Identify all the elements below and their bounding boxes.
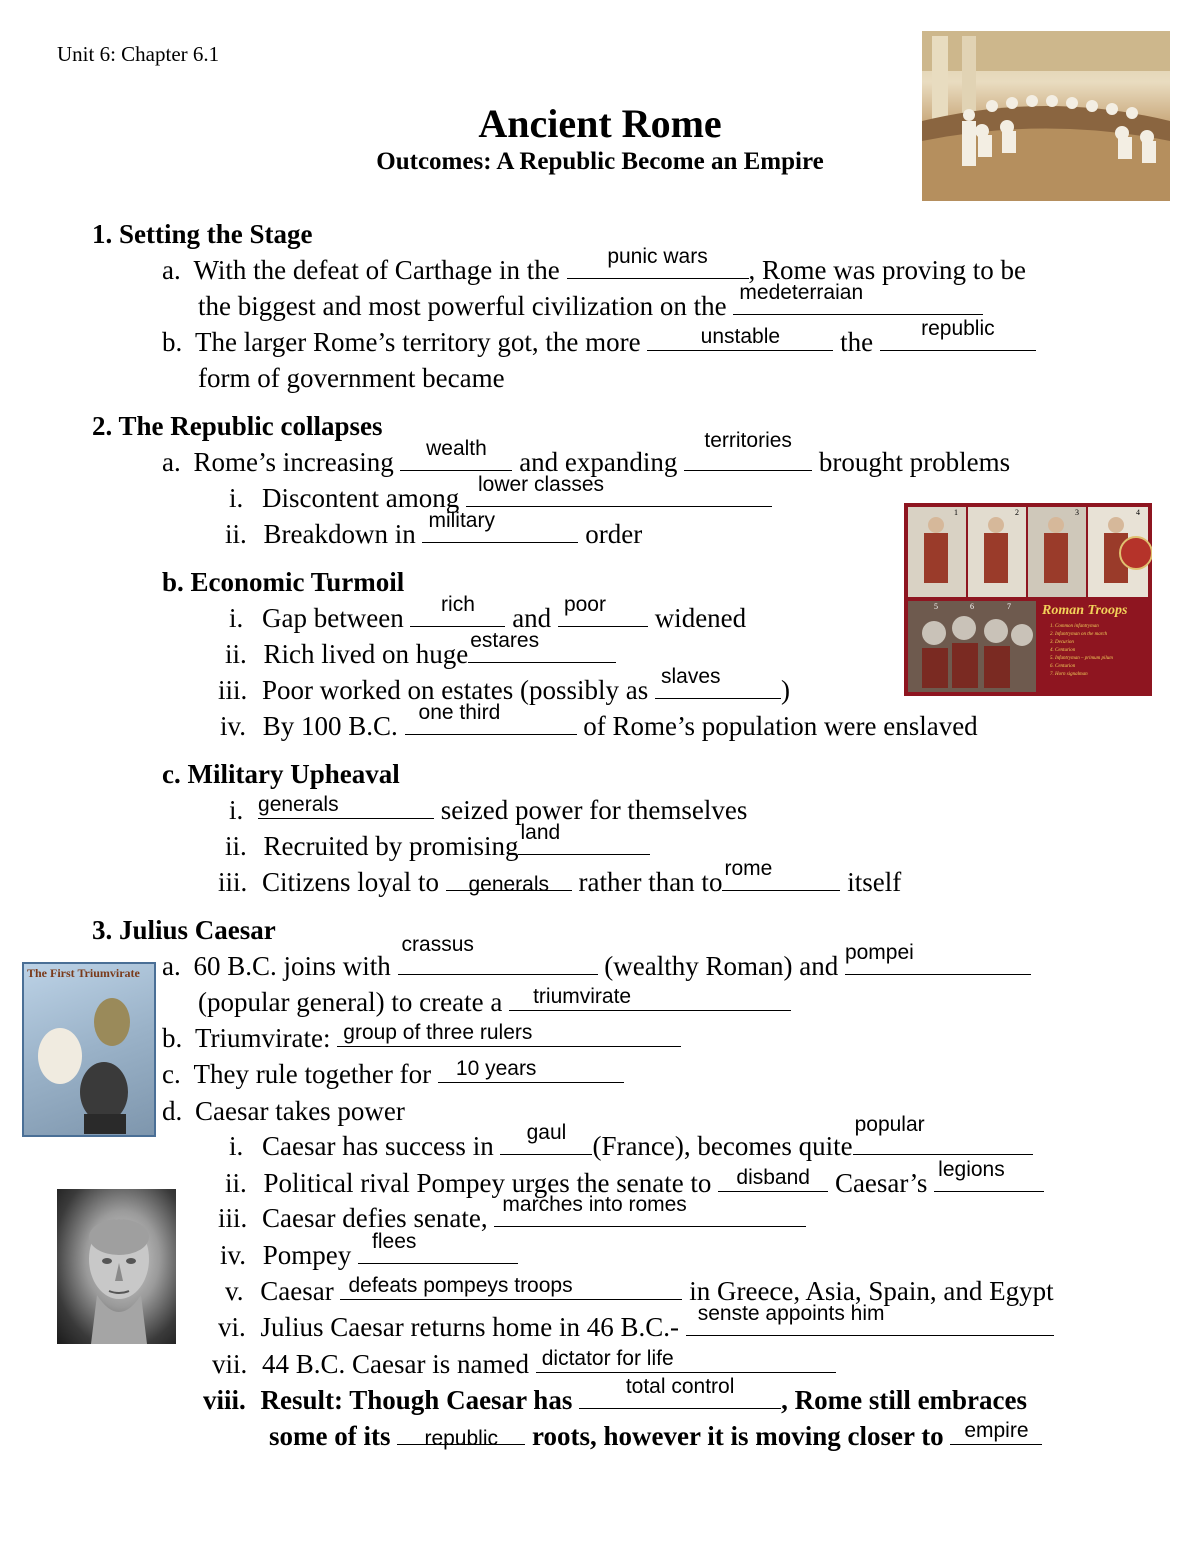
answer-text: poor (563, 593, 606, 616)
answer-text: estares (470, 629, 540, 652)
answer-text: land (520, 821, 561, 844)
item-text: By 100 B.C. (262, 711, 405, 741)
item-text: Citizens loyal to (262, 867, 446, 897)
answer-blank (468, 629, 616, 663)
item-marker: c. (162, 1059, 181, 1089)
list-item (198, 985, 791, 1019)
troops-list-item: 3. Decurion (1050, 640, 1074, 645)
item-text: (popular general) to create a (198, 987, 510, 1017)
list-item (225, 821, 650, 863)
item-text: 44 B.C. Caesar is named (262, 1349, 536, 1379)
answer-text: rich (441, 593, 475, 616)
troop-number: 7 (1007, 602, 1011, 611)
answer-text: lower classes (477, 473, 605, 496)
item-marker: iii. (218, 675, 248, 705)
answer-text: republic (424, 1427, 498, 1450)
answer-text: total control (625, 1375, 735, 1398)
item-text: widened (647, 603, 747, 633)
list-item: form of government became (198, 363, 505, 393)
senate-painting (922, 31, 1170, 201)
answer-blank (844, 941, 1031, 975)
answer-text: gaul (526, 1121, 567, 1144)
item-marker: vii. (212, 1349, 248, 1379)
subsection-heading: b. Economic Turmoil (162, 567, 405, 597)
answer-blank (880, 317, 1036, 351)
item-marker: i. (229, 483, 244, 513)
answer-blank (518, 821, 650, 855)
answer-blank (509, 985, 791, 1011)
item-text: ) (780, 675, 790, 705)
troops-list (1050, 623, 1113, 679)
item-text: Political rival Pompey urges the senate to (263, 1168, 719, 1198)
item-text: roots, however it is moving closer to (525, 1421, 951, 1451)
answer-blank (422, 509, 578, 543)
first-triumvirate-poster (22, 962, 156, 1137)
section-heading: 3. Julius Caesar (92, 915, 276, 945)
section-heading: 2. The Republic collapses (92, 411, 383, 441)
answer-blank (647, 325, 833, 351)
list-item (218, 857, 902, 899)
item-marker: i. (229, 795, 244, 825)
answer-text: group of three rulers (343, 1021, 533, 1044)
item-text: (France), becomes quite (592, 1131, 853, 1161)
answer-blank (722, 857, 840, 891)
answer-text: dictator for life (541, 1347, 674, 1370)
item-text: itself (840, 867, 902, 897)
troops-list-item: 4. Centurion (1050, 648, 1076, 653)
item-text: of Rome’s population were enslaved (576, 711, 978, 741)
item-marker: b. (162, 327, 183, 357)
item-text: With the defeat of Carthage in the (193, 255, 567, 285)
answer-blank (358, 1230, 518, 1264)
list-item (162, 1057, 624, 1091)
answer-text: punic wars (607, 245, 708, 268)
answer-blank (466, 473, 772, 507)
item-marker: d. (162, 1096, 183, 1126)
answer-blank (684, 429, 812, 471)
item-text: some of its (269, 1421, 398, 1451)
item-marker: ii. (225, 639, 247, 669)
answer-blank (398, 933, 598, 975)
answer-blank (950, 1419, 1042, 1445)
answer-blank (494, 1193, 806, 1227)
item-text: the biggest and most powerful civilization on the (198, 291, 734, 321)
page-subtitle: Outcomes: A Republic Become an Empire (376, 148, 824, 175)
list-item (162, 317, 1036, 359)
list-item (162, 933, 1031, 983)
caesar-bust-photo (57, 1189, 176, 1344)
list-item (162, 1021, 681, 1055)
answer-blank (579, 1375, 781, 1409)
list-item (225, 629, 616, 671)
answer-text: marches into romes (502, 1193, 687, 1216)
troops-list-item: 5. Infantryman – primum pilum (1050, 656, 1113, 661)
item-marker: ii. (225, 1168, 247, 1198)
troops-title: Roman Troops (1042, 603, 1128, 618)
answer-text: popular (854, 1113, 925, 1136)
item-text: and expanding (512, 447, 685, 477)
item-text: Caesar takes power (195, 1096, 405, 1126)
answer-text: generals (468, 873, 550, 896)
item-text: brought problems (812, 447, 1011, 477)
troop-number: 2 (1015, 508, 1019, 517)
item-text: Discontent among (262, 483, 466, 513)
answer-blank (686, 1302, 1054, 1336)
section-heading: 1. Setting the Stage (92, 219, 313, 249)
answer-blank (655, 665, 781, 699)
answer-text: territories (704, 429, 792, 452)
answer-blank (853, 1113, 1033, 1155)
item-marker: i. (229, 1131, 244, 1161)
item-text: They rule together for (193, 1059, 438, 1089)
answer-text: empire (964, 1419, 1029, 1442)
item-text: , Rome was proving to be (748, 255, 1026, 285)
answer-blank (340, 1274, 682, 1300)
list-item (229, 1113, 1033, 1163)
item-marker: i. (229, 603, 244, 633)
item-marker: vi. (218, 1312, 246, 1342)
item-text: Caesar has success in (262, 1131, 501, 1161)
item-text: the (833, 327, 880, 357)
list-item (218, 1193, 806, 1235)
item-marker: b. (162, 1023, 183, 1053)
answer-blank (500, 1121, 592, 1155)
list-item (162, 1094, 405, 1128)
subsection-heading: c. Military Upheaval (162, 759, 400, 789)
list-item (229, 793, 747, 827)
answer-blank (718, 1166, 828, 1192)
item-marker: iii. (218, 1203, 248, 1233)
troop-number: 5 (934, 602, 938, 611)
item-marker: ii. (225, 519, 247, 549)
item-marker: v. (225, 1276, 244, 1306)
list-item (269, 1419, 1042, 1453)
item-text: Breakdown in (263, 519, 423, 549)
item-text: order (578, 519, 643, 549)
item-marker: iv. (220, 1240, 246, 1270)
answer-blank (410, 593, 505, 627)
answer-text: generals (258, 793, 339, 816)
list-item (220, 701, 978, 743)
troops-list-item: 1. Common infantryman (1050, 624, 1099, 629)
answer-text: pompei (844, 941, 914, 964)
answer-text: flees (372, 1230, 417, 1253)
answer-text: military (428, 509, 495, 532)
answer-blank (446, 865, 572, 896)
troop-number: 1 (954, 508, 958, 517)
answer-text: slaves (660, 665, 721, 688)
answer-text: defeats pompeys troops (348, 1274, 573, 1297)
list-item (218, 1302, 1054, 1344)
answer-text: one third (418, 701, 501, 724)
list-item (220, 1230, 518, 1272)
answer-blank (337, 1021, 681, 1047)
answer-text: unstable (700, 325, 781, 348)
item-text: Julius Caesar returns home in 46 B.C.- (260, 1312, 686, 1342)
item-text: Caesar’s (828, 1168, 935, 1198)
item-text: (wealthy Roman) and (597, 951, 845, 981)
troops-list-item: 7. Horn signalman (1050, 672, 1088, 677)
item-text: Pompey (262, 1240, 359, 1270)
answer-text: legions (938, 1158, 1005, 1181)
troop-number: 4 (1136, 508, 1140, 517)
answer-text: disband (736, 1166, 810, 1189)
answer-blank (258, 793, 434, 819)
item-marker: a. (162, 951, 181, 981)
troops-list-item: 6. Centurion (1050, 664, 1076, 669)
answer-text: republic (921, 317, 995, 340)
answer-text: triumvirate (533, 985, 632, 1008)
item-marker: iii. (218, 867, 248, 897)
item-text: Rome’s increasing (193, 447, 401, 477)
troop-number: 3 (1075, 508, 1079, 517)
answer-text: wealth (426, 437, 487, 460)
item-text: Triumvirate: (195, 1023, 338, 1053)
item-text: The larger Rome’s territory got, the more (195, 327, 648, 357)
answer-text: crassus (401, 933, 474, 956)
answer-blank (558, 593, 648, 627)
item-text: , Rome still embraces (781, 1385, 1028, 1415)
item-text: and (505, 603, 558, 633)
answer-blank (536, 1347, 836, 1373)
item-text: in Greece, Asia, Spain, and Egypt (682, 1276, 1054, 1306)
answer-text: 10 years (455, 1057, 537, 1080)
item-text: Caesar defies senate, (262, 1203, 495, 1233)
answer-text: senste appoints him (697, 1302, 885, 1325)
item-text: Recruited by promising (263, 831, 519, 861)
answer-blank (400, 437, 512, 471)
answer-blank (733, 281, 983, 315)
item-marker: a. (162, 447, 181, 477)
answer-text: rome (724, 857, 773, 880)
item-marker: viii. (203, 1385, 246, 1415)
item-marker: ii. (225, 831, 247, 861)
item-text: Rich lived on huge (263, 639, 469, 669)
troop-number: 6 (970, 602, 974, 611)
item-text: Result: Though Caesar has (260, 1385, 580, 1415)
list-item (225, 509, 643, 551)
answer-blank (567, 245, 749, 279)
triumvirate-title: The First Triumvirate (27, 966, 140, 980)
troops-list-item: 2. Infantryman on the march (1050, 632, 1108, 637)
item-text: 60 B.C. joins with (193, 951, 398, 981)
roman-troops-image (904, 503, 1152, 696)
item-text: rather than to (571, 867, 723, 897)
unit-label: Unit 6: Chapter 6.1 (57, 42, 220, 66)
item-marker: iv. (220, 711, 246, 741)
item-marker: a. (162, 255, 181, 285)
page-title: Ancient Rome (478, 101, 722, 146)
answer-blank (438, 1057, 624, 1083)
answer-blank (397, 1419, 525, 1450)
item-text: seized power for themselves (434, 795, 748, 825)
list-item (203, 1375, 1028, 1417)
item-text: Poor worked on estates (possibly as (262, 675, 655, 705)
item-text: Gap between (262, 603, 411, 633)
answer-text: medeterraian (739, 281, 864, 304)
answer-blank (405, 701, 577, 735)
item-text: Caesar (260, 1276, 341, 1306)
answer-blank (934, 1158, 1044, 1192)
list-item (198, 281, 983, 323)
